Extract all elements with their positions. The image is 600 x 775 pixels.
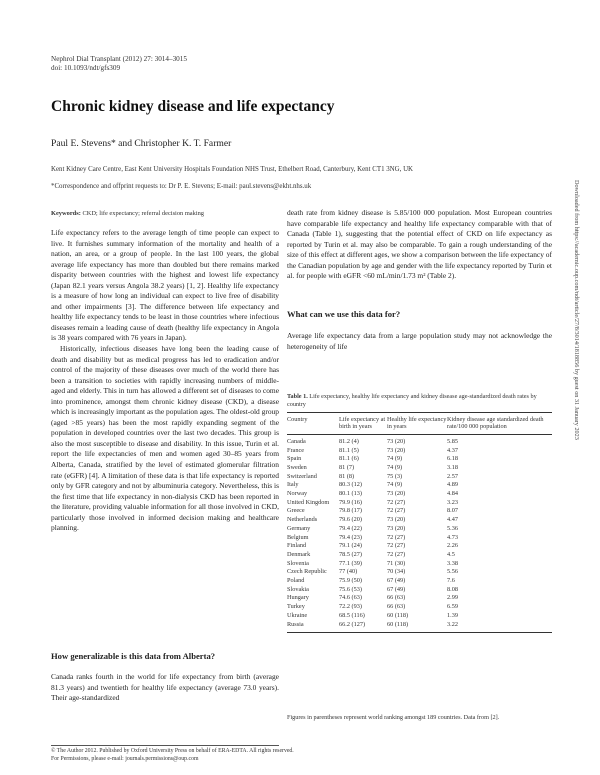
header-life-expectancy: Life expectancy at birth in years [339,413,387,435]
table-cell: Czech Republic [287,568,327,576]
table-cell: 3.22 [447,621,552,633]
table-header-row [287,413,552,435]
table-cell: 79.1 (24) [339,542,362,550]
copyright: © The Author 2012. Published by Oxford University Press on behalf of ERA-EDTA. All rights reserved. [51,748,294,754]
table-cell: Slovakia [287,585,309,593]
table-cell: 6.59 [447,603,458,611]
table-cell: 8.08 [447,585,458,593]
table-row [287,499,552,508]
left-column [51,228,279,534]
paragraph: Life expectancy refers to the average length of time people can expect to live. It furnishes summary information of the mortality and health of a nation, an area, or a group of people. In the last 100 years, the global average life expectancy has more than doubled but there remains marked disparity between countries with the highest and lowest life expectancy (Japan 82.1 years versus Angola 38.2 years) [1, 2]. Healthy life expectancy is a measure of how long an individual can expect to live free of disability and other impairments [3]. The difference between life expectancy and healthy life expectancy tends to be least in those countries where infectious diseases remain a leading cause of death (healthy life expectancy in Angola is 38 years compared with 76 years in Japan). [51,228,279,343]
table-row [287,447,552,456]
table-cell: 5.56 [447,568,458,576]
table-label: Table 1. [287,393,308,400]
keywords-label: Keywords: [51,210,81,217]
section-heading: What can we use this data for? [287,309,401,319]
table-row [287,621,552,633]
table-row [287,586,552,595]
table-cell: 5.36 [447,524,458,532]
table-cell: Germany [287,524,311,532]
table-cell: 73 (20) [387,516,406,524]
table-cell: 81.2 (4) [339,437,359,445]
right-column-tail [287,331,552,352]
table-cell: Hungary [287,594,309,602]
table-note: Figures in parentheses represent world ranking amongst 189 countries. Data from [2]. [287,714,500,721]
table-row [287,507,552,516]
table-cell: 79.6 (20) [339,516,362,524]
table-cell: 81 (8) [339,472,355,480]
table-row [287,434,552,446]
table-cell: 79.9 (16) [339,498,362,506]
table-cell: 72 (27) [387,550,406,558]
article-title: Chronic kidney disease and life expectancy [51,98,335,115]
correspondence: *Correspondence and offprint requests to: Dr P. E. Stevens; E-mail: paul.stevens@ekht.nhs.uk [51,183,312,190]
table-cell: Canada [287,437,306,445]
header-country: Country [287,413,339,435]
table-cell: 77.1 (39) [339,559,362,567]
table-cell: 4.73 [447,533,458,541]
table-cell: 81.1 (5) [339,446,359,454]
table-cell: 3.23 [447,498,458,506]
table-cell: 79.4 (23) [339,533,362,541]
table-cell: Greece [287,507,305,515]
table-cell: 2.26 [447,542,458,550]
paragraph: death rate from kidney disease is 5.85/100 000 population. Most European countries have comparable life expectancy and healthy life expectancy comparable with that of Canada (Table 1), suggesting that the potential effect of CKD on life expectancy as reported by Turin et al. may also be comparable. To gain a rough understanding of the size of this effect at different ages, we show a comparison between the life expectancy of the Canadian population by age and gender with the life expectancy reported by Turin et al. for people with eGFR <60 mL/min/1.73 m² (Table 2). [287,208,552,281]
table-cell: Denmark [287,550,311,558]
table-cell: Finland [287,542,307,550]
table-cell: 74.6 (63) [339,594,362,602]
table-cell: Spain [287,455,302,463]
doi[interactable]: doi: 10.1093/ndt/gfs309 [51,64,121,72]
table-cell: 70 (34) [387,568,406,576]
table-cell: Slovenia [287,559,309,567]
table-cell: 80.3 (12) [339,481,362,489]
table-cell: 67 (49) [387,585,406,593]
table-cell: 73 (20) [387,524,406,532]
table-cell: 72 (27) [387,533,406,541]
table-cell: 78.5 (27) [339,550,362,558]
table-cell: 72 (27) [387,498,406,506]
table-row [287,560,552,569]
table-cell: 1.39 [447,611,458,619]
table-row [287,551,552,560]
table-cell: 79.8 (17) [339,507,362,515]
table-cell: 5.85 [447,437,458,445]
table-row [287,490,552,499]
table-row [287,481,552,490]
table-cell: Switzerland [287,472,317,480]
table-cell: 3.18 [447,463,458,471]
table-caption-text: Life expectancy, healthy life expectancy and kidney disease age-standardized death rates by country [287,393,537,408]
paragraph: Historically, infectious diseases have long been the leading cause of death and disability but as medical progress has led to eradication and/or control of the majority of these diseases over much of the world there has been a transition to societies with rapidly increasing numbers of middle-aged and elderly. This in turn has allowed a different set of diseases to come into prominence, amongst them chronic kidney disease (CKD), a disease which is increasingly important as the population ages. The oldest-old group (aged >85 years) has been the most rapidly expanding segment of the population in developed countries over the last two decades. This group is also the most susceptible to disease and disability. In this issue, Turin et al. report the life expectancies of men and women aged 30–85 years from Alberta, Canada, stratified by the level of estimated glomerular filtration rate (eGFR) [4]. A limitation of these data is that life expectancy is reported only by GFR category and not by albuminuria category. Nevertheless, this is the first time that life expectancy in non-dialysis CKD has been reported in the literature, providing valuable information for all those involved in CKD, particularly those involved in informed decision making and healthcare planning. [51,344,279,533]
table-cell: Ukraine [287,611,308,619]
table-cell: United Kingdom [287,498,330,506]
table-cell: 60 (118) [387,611,409,619]
table-cell: 7.6 [447,577,455,585]
footer-divider [51,745,279,746]
table-cell: 73 (20) [387,490,406,498]
table-cell: 74 (9) [387,455,403,463]
table-cell: 73 (20) [387,446,406,454]
table-cell: 67 (49) [387,577,406,585]
table-cell: 68.5 (116) [339,611,365,619]
table-cell: 4.84 [447,490,458,498]
keywords [51,210,281,217]
table-cell: 80.1 (13) [339,490,362,498]
table-cell: 73 (20) [387,437,406,445]
table-caption [287,393,552,409]
table-cell: Netherlands [287,516,318,524]
table-cell: 75.6 (53) [339,585,362,593]
table-cell: 4.37 [447,446,458,454]
table-cell: 66 (63) [387,594,406,602]
table-cell: 79.4 (22) [339,524,362,532]
table-row [287,473,552,482]
table-row [287,516,552,525]
table-row [287,603,552,612]
table-cell: France [287,446,305,454]
table-cell: 2.57 [447,472,458,480]
table-cell: Belgium [287,533,309,541]
table-cell: 4.47 [447,516,458,524]
header-healthy-life-expectancy: Healthy life expectancy in years [387,413,447,435]
table-cell: 4.5 [447,550,455,558]
left-column-tail [51,672,279,704]
table-cell: 72.2 (93) [339,603,362,611]
table-cell: Poland [287,577,305,585]
table-cell: Norway [287,490,308,498]
table-cell: 74 (9) [387,463,403,471]
table-cell: 77 (40) [339,568,358,576]
table-cell: 81 (7) [339,463,355,471]
paragraph: Canada ranks fourth in the world for life expectancy from birth (average 81.3 years) and twentieth for healthy life expectancy (average 73.0 years). Their age-standardized [51,672,279,703]
table-cell: 60 (118) [387,621,447,633]
table-row [287,568,552,577]
header-death-rate: Kidney disease age standardized death rate/100 000 population [447,413,552,435]
right-column [287,208,552,282]
table-cell: 66.2 (127) [339,621,387,633]
table-row [287,542,552,551]
authors: Paul E. Stevens* and Christopher K. T. Farmer [51,138,232,149]
table-cell: Turkey [287,603,305,611]
table-cell: 2.99 [447,594,458,602]
table-cell: 75 (3) [387,472,403,480]
table-cell: Italy [287,481,299,489]
table-cell: 66 (63) [387,603,406,611]
table-cell: 75.9 (50) [339,577,362,585]
journal-citation: Nephrol Dial Transplant (2012) 27: 3014–3015 [51,55,187,63]
affiliation: Kent Kidney Care Centre, East Kent University Hospitals Foundation NHS Trust, Ethelbert Road, Canterbury, Kent CT1 3NG, UK [51,166,414,173]
table-row [287,577,552,586]
download-watermark: Downloaded from https://academic.oup.com/ndt/article/27/8/3014/1818856 by guest on 31 January 2023 [573,180,580,440]
permissions: For Permissions, please e-mail: journals.permissions@oup.com [51,756,199,762]
table-row [287,594,552,603]
keywords-list: CKD; life expectancy; referral decision making [82,210,204,217]
table-row [287,612,552,621]
table-cell: 4.89 [447,481,458,489]
table-cell: 6.18 [447,455,458,463]
table-cell: 72 (27) [387,507,406,515]
table-cell: Russia [287,621,339,633]
table-cell: 81.1 (6) [339,455,359,463]
table-row [287,534,552,543]
section-heading: How generalizable is this data from Alberta? [51,651,216,661]
table-row [287,525,552,534]
table-cell: 74 (9) [387,481,403,489]
life-expectancy-table [287,412,552,633]
table-row [287,455,552,464]
table-cell: 3.38 [447,559,458,567]
paragraph: Average life expectancy data from a large population study may not acknowledge the heterogeneity of life [287,331,552,351]
table-cell: 72 (27) [387,542,406,550]
table-cell: 71 (30) [387,559,406,567]
table-cell: 8.07 [447,507,458,515]
table-row [287,464,552,473]
table-cell: Sweden [287,463,307,471]
